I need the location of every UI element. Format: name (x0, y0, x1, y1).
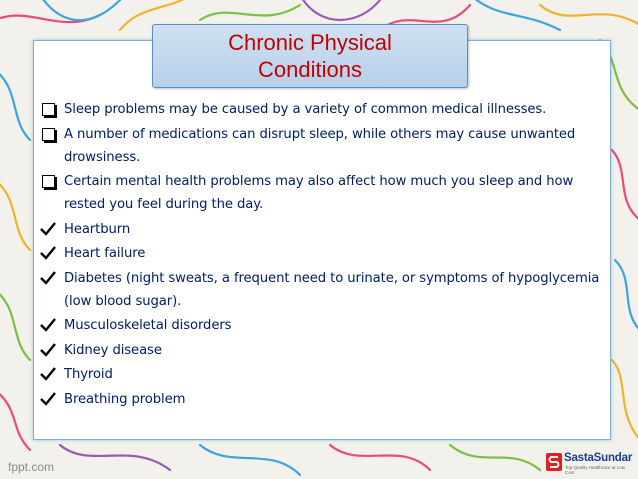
list-item-text: Certain mental health problems may also affect how much you sleep and how rested you feel during the day. (64, 174, 574, 212)
list-item-text: Kidney disease (64, 342, 162, 358)
check-bullet-icon (40, 267, 58, 290)
list-item (36, 314, 606, 337)
square-bullet-icon (40, 123, 58, 146)
check-bullet-icon (40, 339, 58, 362)
slide-title-line-1: Chronic Physical (228, 30, 392, 55)
square-bullet-icon (40, 170, 58, 193)
brand-logo-text: SastaSundar (564, 452, 633, 464)
list-item (36, 98, 606, 121)
check-bullet-icon (40, 242, 58, 265)
list-item (36, 363, 606, 386)
check-bullet-icon (40, 218, 58, 241)
list-item (36, 218, 606, 241)
check-bullet-icon (40, 314, 58, 337)
list-item-text: A number of medications can disrupt sleep, while others may cause unwanted drowsiness. (64, 126, 576, 165)
list-item-text: Diabetes (night sweats, a frequent need to urinate, or symptoms of hypoglycemia (low blood sugar). (64, 270, 600, 309)
list-item-text: Sleep problems may be caused by a variety of common medical illnesses. (64, 102, 547, 117)
brand-logo (546, 452, 632, 474)
slide-title-box (152, 24, 468, 88)
square-bullet-icon (40, 98, 58, 121)
list-item-text: Musculoskeletal disorders (64, 318, 232, 333)
check-bullet-icon (40, 363, 58, 386)
list-item-text: Heartburn (64, 221, 131, 237)
list-item (36, 170, 606, 216)
list-item-text: Thyroid (64, 367, 113, 382)
footer-site-label: fppt.com (8, 460, 55, 474)
check-bullet-icon (40, 388, 58, 411)
list-item (36, 242, 606, 265)
list-item (36, 123, 606, 169)
brand-logo-tagline: Top Quality Healthcare at Low Cost (565, 465, 626, 475)
list-item (36, 339, 606, 362)
brand-logo-icon (546, 453, 562, 471)
list-item-text: Heart failure (64, 246, 146, 261)
list-item (36, 267, 606, 313)
bullet-list (36, 98, 606, 412)
list-item-text: Breathing problem (64, 391, 186, 407)
list-item (36, 388, 606, 411)
slide-title-line-2: Conditions (258, 57, 362, 82)
